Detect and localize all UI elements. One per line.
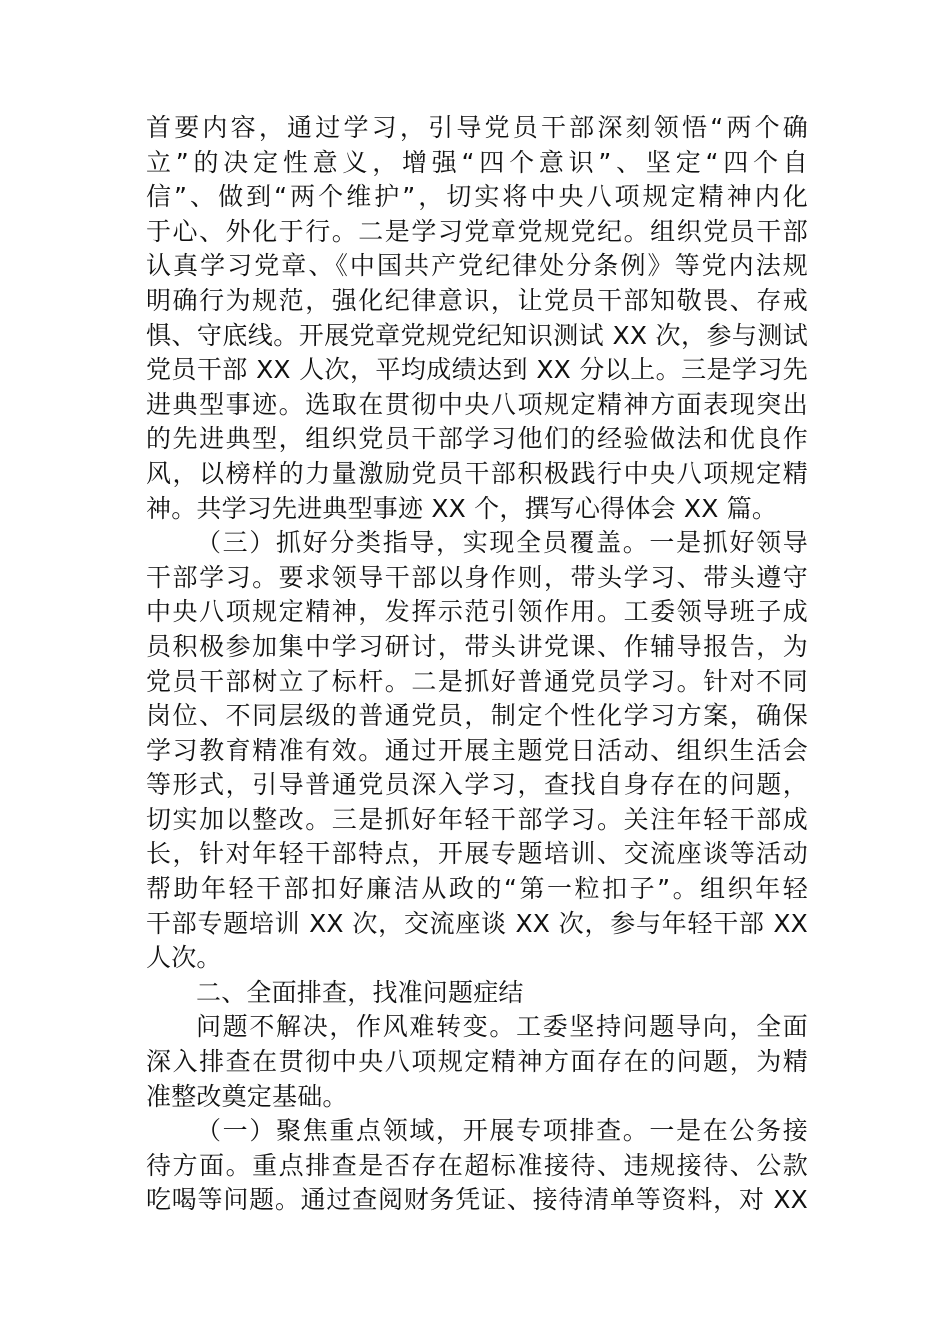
text-line: 首要内容，通过学习，引导党员干部深刻领悟“两个确 [146,113,808,142]
text-line: 认真学习党章、《中国共产党纪律处分条例》等党内法规 [146,251,808,281]
section-heading: （一）聚焦重点领域，开展专项排查。一是在公务接 [196,1116,808,1146]
text-line: 明确行为规范，强化纪律意识，让党员干部知敬畏、存戒 [146,285,808,315]
text-line: 风，以榜样的力量激励党员干部积极践行中央八项规定精 [146,458,808,488]
text-line: 准整改奠定基础。 [146,1081,348,1111]
text-line: 党员干部树立了标杆。二是抓好普通党员学习。针对不同 [146,666,808,696]
text-line: 中央八项规定精神，发挥示范引领作用。工委领导班子成 [146,597,808,627]
text-line: 于心、外化于行。二是学习党章党规党纪。组织党员干部 [146,216,808,246]
body-text [146,111,808,1218]
text-line: 立”的决定性意义，增强“四个意识”、坚定“四个自 [146,147,808,177]
text-line: 干部专题培训 XX 次，交流座谈 XX 次，参与年轻干部 XX [146,908,808,938]
text-line: 问题不解决，作风难转变。工委坚持问题导向，全面 [196,1012,808,1042]
text-line: 学习教育精准有效。通过开展主题党日活动、组织生活会 [146,735,808,765]
text-line: 党员干部 XX 人次，平均成绩达到 XX 分以上。三是学习先 [146,355,808,385]
chapter-heading: 二、全面排查，找准问题症结 [196,977,524,1007]
text-line: 信”、做到“两个维护”，切实将中央八项规定精神内化 [146,182,808,212]
text-line: 人次。 [146,943,222,973]
text-line: 的先进典型，组织党员干部学习他们的经验做法和优良作 [146,424,808,454]
section-heading: （三）抓好分类指导，实现全员覆盖。一是抓好领导 [196,528,808,558]
text-line: 进典型事迹。选取在贯彻中央八项规定精神方面表现突出 [146,389,808,419]
text-line: 吃喝等问题。通过查阅财务凭证、接待清单等资料，对 XX [146,1185,808,1215]
text-line: 深入排查在贯彻中央八项规定精神方面存在的问题，为精 [146,1047,808,1077]
text-line: 待方面。重点排查是否存在超标准接待、违规接待、公款 [146,1150,808,1180]
text-line: 帮助年轻干部扣好廉洁从政的“第一粒扣子”。组织年轻 [146,874,808,904]
text-line: 员积极参加集中学习研讨，带头讲党课、作辅导报告，为 [146,631,808,661]
text-line: 惧、守底线。开展党章党规党纪知识测试 XX 次，参与测试 [146,320,808,350]
text-line: 等形式，引导普通党员深入学习，查找自身存在的问题， [146,770,808,800]
text-line: 干部学习。要求领导干部以身作则，带头学习、带头遵守 [146,562,808,592]
text-line: 切实加以整改。三是抓好年轻干部学习。关注年轻干部成 [146,804,808,834]
text-line: 岗位、不同层级的普通党员，制定个性化学习方案，确保 [146,701,808,731]
text-line: 长，针对年轻干部特点，开展专题培训、交流座谈等活动 [146,839,808,869]
text-line: 神。共学习先进典型事迹 XX 个，撰写心得体会 XX 篇。 [146,493,778,523]
